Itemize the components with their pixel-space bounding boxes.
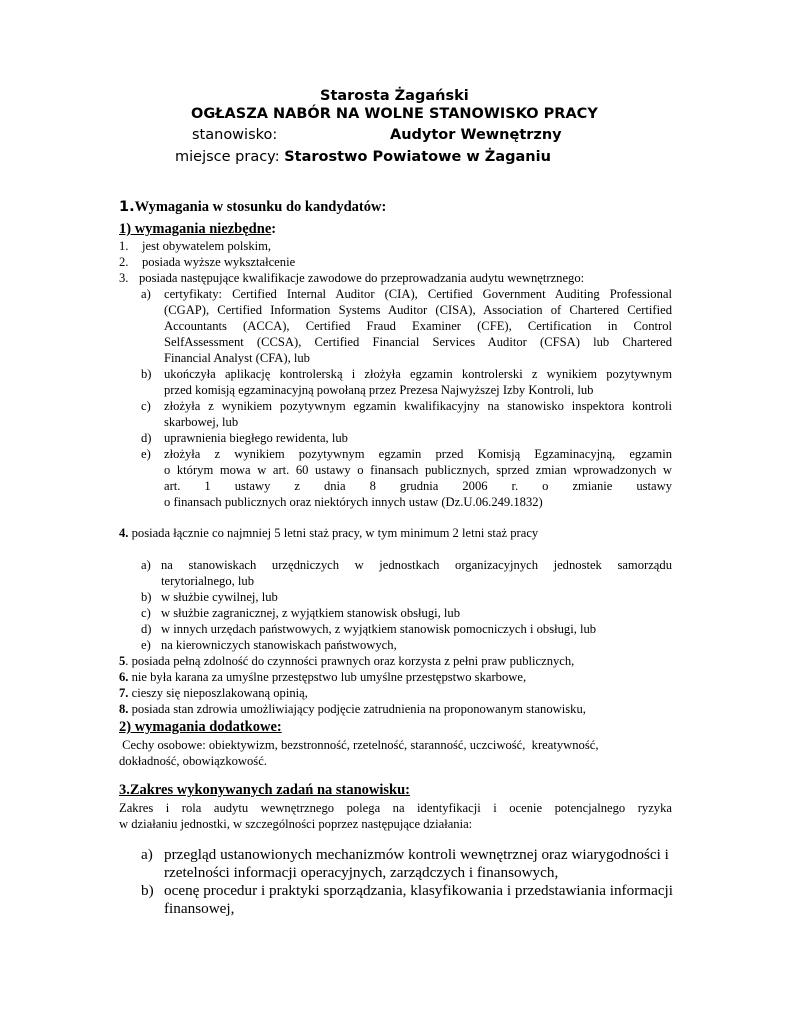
workplace-value: Starostwo Powiatowe w Żaganiu	[284, 149, 551, 165]
section2-line: dokładność, obowiązkowość.	[119, 754, 267, 768]
sub-letter: c)	[141, 606, 151, 620]
sub-line: SelfAssessment (CCSA), Certified Financial Services Auditor (CFSA) lub Chartered	[164, 335, 672, 349]
item-number: 3.	[119, 271, 129, 285]
sub-line: rzetelności informacji operacyjnych, zarządczych i finansowych,	[164, 864, 559, 881]
item-number: 2.	[119, 255, 129, 269]
sub-line: o finansach publicznych oraz niektórych innych ustaw (Dz.U.06.249.1832)	[164, 495, 543, 509]
sub-line: skarbowej, lub	[164, 415, 239, 429]
sub-line: złożyła z wynikiem pozytywnym egzamin przed Komisją Egzaminacyjną, egzamin	[164, 447, 672, 461]
sub-line: przegląd ustanowionych mechanizmów kontroli wewnętrznej oraz wiarygodności i	[164, 846, 669, 863]
sub-line	[164, 478, 672, 494]
item-text: cieszy się nieposzlakowaną opinią,	[128, 686, 308, 700]
sub-line: na stanowiskach urzędniczych w jednostkach organizacyjnych jednostek samorządu	[161, 558, 672, 572]
sub-letter: a)	[141, 558, 151, 572]
list-item-8	[119, 701, 586, 717]
sub-line: przed komisją egzaminacyjną powołaną przez Prezesa Najwyższej Izby Kontroli, lub	[164, 383, 594, 397]
sub-line: w innych urzędach państwowych, z wyjątkiem stanowisk pomocniczych i obsługi, lub	[161, 622, 597, 636]
section2-title: 2) wymagania dodatkowe:	[119, 719, 282, 735]
section3-intro-line: Zakres i rola audytu wewnętrznego polega na identyfikacji i ocenie potencjalnego ryzyka	[119, 801, 672, 815]
sub1-colon: :	[271, 221, 277, 237]
sub-letter: a)	[141, 287, 151, 301]
list-item	[119, 270, 585, 286]
sub-letter: d)	[141, 431, 152, 445]
item-text: jest obywatelem polskim,	[142, 239, 272, 253]
section2-line: Cechy osobowe: obiektywizm, bezstronność, rzetelność, staranność, uczciwość, kreatywność,	[119, 738, 599, 752]
section1-sub1-title	[119, 221, 276, 238]
sub-line-text: art. 1 ustawy z dnia 8 grudnia 2006 r. o zmianie ustawy	[164, 479, 672, 493]
sub-line: o którym mowa w art. 60 ustawy o finansach publicznych, sprzed zmian wprowadzonych w	[164, 463, 672, 477]
sub-line: ocenę procedur i praktyki sporządzania, klasyfikowania i przedstawiania informacji	[164, 882, 673, 899]
item-number: 1.	[119, 239, 129, 253]
sub-line: w służbie zagranicznej, z wyjątkiem stanowisk obsługi, lub	[161, 606, 461, 620]
sub-line: złożyła z wynikiem pozytywnym egzamin kwalifikacyjny na stanowisko inspektora kontroli	[164, 399, 672, 413]
item-text: posiada wyższe wykształcenie	[142, 255, 296, 269]
list-item	[119, 254, 296, 270]
sub-letter: b)	[141, 590, 152, 604]
list-item-4	[119, 525, 538, 541]
item-text: posiada stan zdrowia umożliwiający podjęcie zatrudnienia na proponowanym stanowisku,	[128, 702, 586, 716]
item-number: 4.	[119, 526, 129, 540]
sub-line: Accountants (ACCA), Certified Fraud Examiner (CFE), Certification in Control	[164, 319, 672, 333]
sub-letter: d)	[141, 622, 152, 636]
sub-line: (CGAP), Certified Information Systems Auditor (CISA), Association of Chartered Certified	[164, 303, 672, 317]
item-number: 6.	[119, 670, 129, 684]
section3-intro-line: w działaniu jednostki, w szczególności poprzez następujące działania:	[119, 817, 473, 831]
item-number: 8.	[119, 702, 129, 716]
sub-line: ukończyła aplikację kontrolerską i złożyła egzamin kontrolerski z wynikiem pozytywnym	[164, 367, 672, 381]
workplace-label	[175, 149, 551, 165]
list-item	[119, 238, 272, 254]
sub-line: terytorialnego, lub	[161, 574, 255, 588]
sub-line: Financial Analyst (CFA), lub	[164, 351, 310, 365]
sub-line: certyfikaty: Certified Internal Auditor (CIA), Certified Government Auditing Professional	[164, 287, 672, 301]
sub-letter: c)	[141, 399, 151, 413]
sub-letter: e)	[141, 638, 151, 652]
position-label: stanowisko:	[192, 127, 278, 143]
item-text: . posiada pełną zdolność do czynności prawnych oraz korzysta z pełni praw publicznych,	[125, 654, 575, 668]
item-number: 7.	[119, 686, 129, 700]
list-item-5	[119, 653, 574, 669]
sub-line: uprawnienia biegłego rewidenta, lub	[164, 431, 348, 445]
item-text: posiada następujące kwalifikacje zawodowe do przeprowadzania audytu wewnętrznego:	[139, 271, 585, 285]
list-item-6	[119, 669, 526, 685]
sub-letter: e)	[141, 447, 151, 461]
item-text: nie była karana za umyślne przestępstwo lub umyślne przestępstwo skarbowe,	[128, 670, 527, 684]
section1-title: Wymagania w stosunku do kandydatów:	[134, 199, 387, 215]
section1-number: 1.	[119, 199, 135, 215]
section3-title: 3.Zakres wykonywanych zadań na stanowisku:	[119, 782, 411, 798]
workplace-label-text: miejsce pracy:	[175, 149, 280, 165]
sub-line: w służbie cywilnej, lub	[161, 590, 278, 604]
list-item-7	[119, 685, 308, 701]
header-authority: Starosta Żagański	[320, 88, 469, 104]
sub-line: na kierowniczych stanowiskach państwowych,	[161, 638, 397, 652]
section1-heading	[119, 198, 386, 216]
sub-letter: a)	[141, 846, 153, 863]
item-text: posiada łącznie co najmniej 5 letni staż pracy, w tym minimum 2 letni staż pracy	[128, 526, 539, 540]
item-number: 5	[119, 654, 126, 668]
sub-letter: b)	[141, 882, 154, 899]
position-value: Audytor Wewnętrzny	[390, 127, 562, 143]
sub-letter: b)	[141, 367, 152, 381]
sub1-title-text: 1) wymagania niezbędne	[119, 221, 272, 237]
header-announcement: OGŁASZA NABÓR NA WOLNE STANOWISKO PRACY	[191, 106, 598, 122]
sub-line: finansowej,	[164, 900, 235, 917]
